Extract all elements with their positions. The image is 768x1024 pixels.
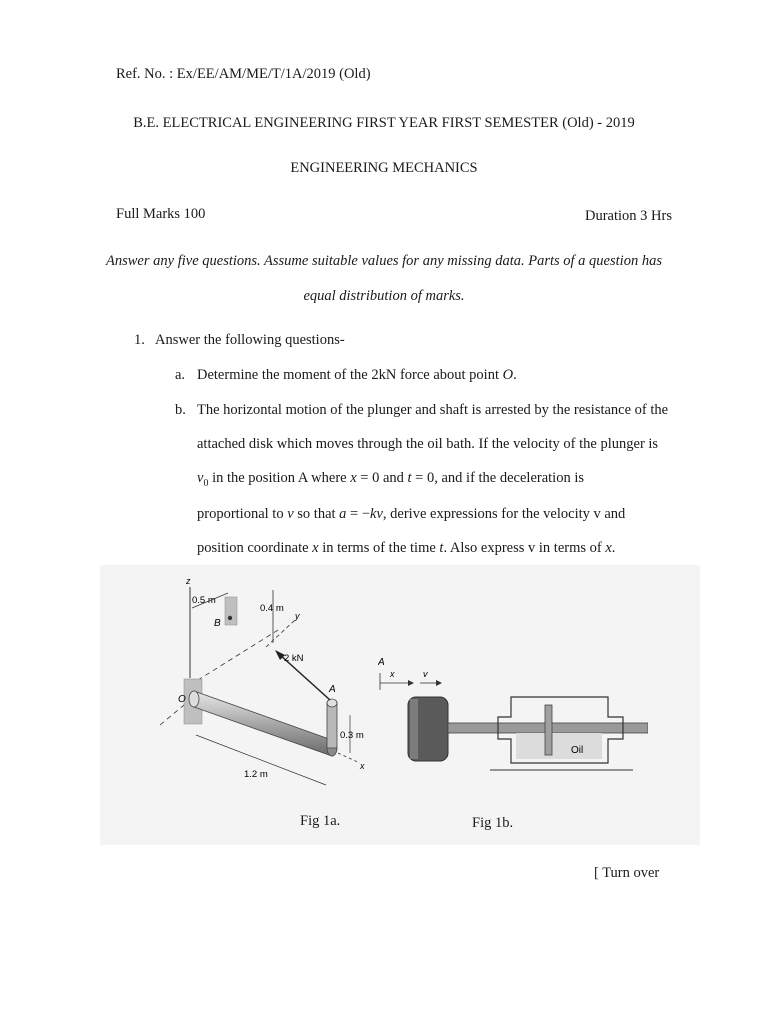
ref-number: Ref. No. : Ex/EE/AM/ME/T/1A/2019 (Old) <box>116 66 371 82</box>
label-x-1b: x <box>390 669 395 679</box>
label-b: B <box>214 618 221 629</box>
part-b-label: b. <box>175 402 186 418</box>
full-marks: Full Marks 100 <box>116 206 206 222</box>
part-b-line-5: position coordinate x in terms of the time t. Also express v in terms of x. <box>197 540 616 556</box>
fig-1b-caption: Fig 1b. <box>472 815 514 831</box>
question-text: Answer the following questions- <box>155 332 345 348</box>
wall-b <box>225 597 237 625</box>
part-a-label: a. <box>175 367 186 383</box>
turn-over-note: [ Turn over <box>594 865 660 881</box>
part-a-text: Determine the moment of the 2kN force about point O. <box>197 367 517 383</box>
figure-1b <box>378 655 648 785</box>
bar-oa <box>194 691 332 756</box>
label-y: y <box>295 611 300 621</box>
label-v: v <box>423 669 428 679</box>
label-a-1b: A <box>378 657 385 668</box>
part-b-line-2: attached disk which moves through the oil bath. If the velocity of the plunger is <box>197 436 659 452</box>
instructions-line-2: equal distribution of marks. <box>303 288 465 304</box>
question-number: 1. <box>134 332 145 348</box>
subject-title: ENGINEERING MECHANICS <box>290 160 478 176</box>
part-b-line-4: proportional to v so that a = −kv, derive expressions for the velocity v and <box>197 506 626 522</box>
oil-fill <box>516 733 602 759</box>
instructions-line-1: Answer any five questions. Assume suitable values for any missing data. Parts of a question has <box>106 253 662 269</box>
dashed-line <box>190 630 278 685</box>
label-2kn: 2 kN <box>284 653 304 664</box>
label-04m: 0.4 m <box>260 603 284 614</box>
label-12m: 1.2 m <box>244 769 268 780</box>
duration: Duration 3 Hrs <box>585 208 672 224</box>
disk <box>545 705 552 755</box>
arm-a <box>327 703 337 748</box>
label-03m: 0.3 m <box>340 730 364 741</box>
course-title: B.E. ELECTRICAL ENGINEERING FIRST YEAR FIRST SEMESTER (Old) - 2019 <box>133 115 635 131</box>
figure-panel <box>100 565 700 845</box>
label-o: O <box>178 694 186 705</box>
part-b-line-1: The horizontal motion of the plunger and shaft is arrested by the resistance of the <box>197 402 669 418</box>
label-a: A <box>329 684 336 695</box>
label-x: x <box>360 761 365 771</box>
fig-1a-caption: Fig 1a. <box>300 813 341 829</box>
label-oil: Oil <box>571 745 584 756</box>
part-b-line-3: $v_0$ in the position A where x = 0 and t = 0, and if the deceleration is <box>197 470 584 489</box>
label-z: z <box>186 576 191 586</box>
label-05m: 0.5 m <box>192 595 216 606</box>
